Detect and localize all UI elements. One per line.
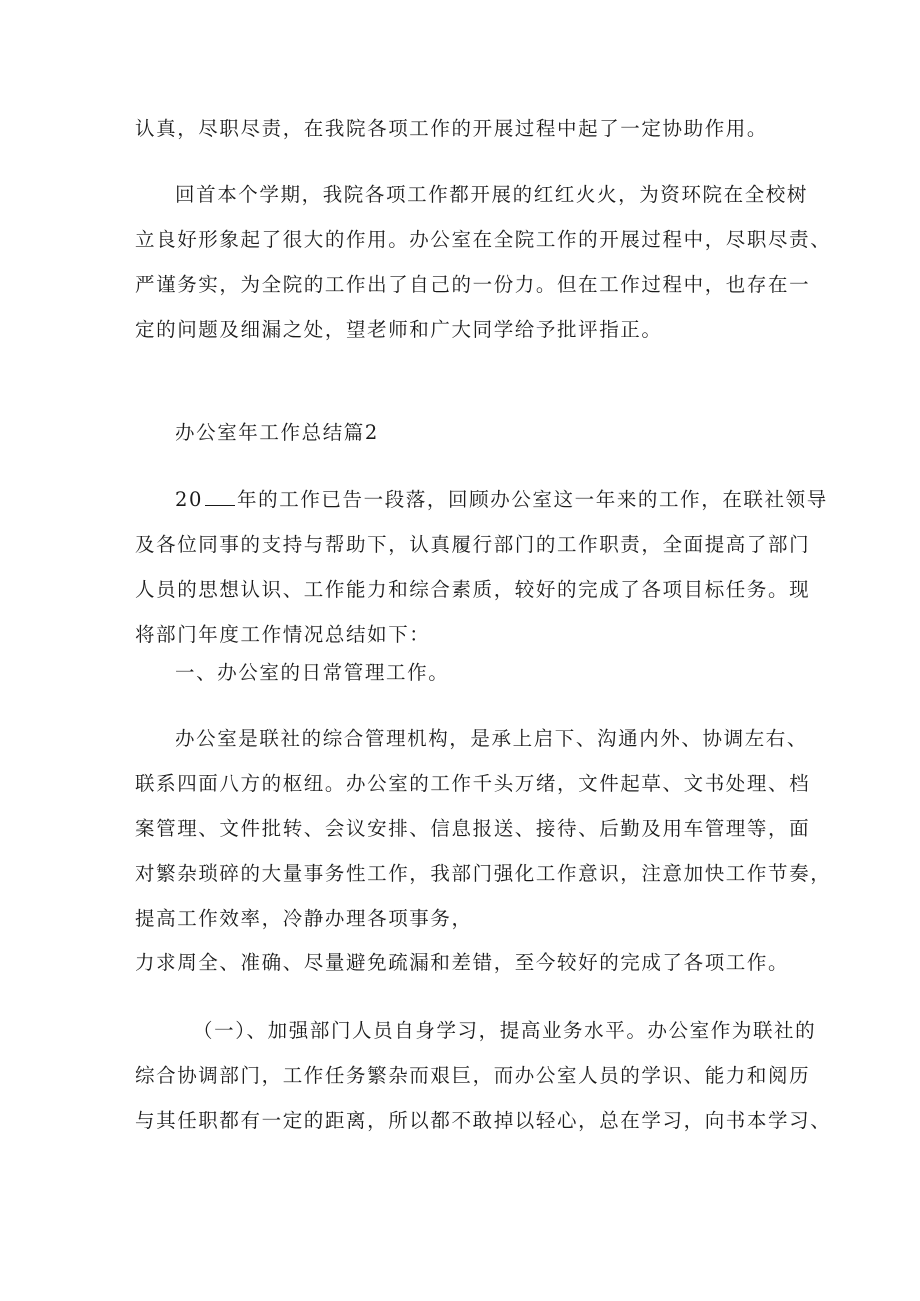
text-line: 定的问题及细漏之处，望老师和广大同学给予批评指正。	[135, 318, 663, 341]
text-line: 案管理、文件批转、会议安排、信息报送、接待、后勤及用车管理等，面	[135, 817, 811, 840]
paragraph-5	[135, 940, 795, 985]
text-line: 严谨务实，为全院的工作出了自己的一份力。但在工作过程中，也存在一	[135, 273, 811, 296]
text-line: 办公室是联社的综合管理机构，是承上启下、沟通内外、协调左右、	[175, 727, 809, 750]
text-line: 与其任职都有一定的距离，所以都不敢掉以轻心，总在学习，向书本学习、	[135, 1109, 832, 1132]
year-prefix: 20	[175, 488, 204, 511]
text-line: 认真，尽职尽责，在我院各项工作的开展过程中起了一定协助作用。	[135, 117, 769, 140]
paragraph-3	[135, 477, 828, 657]
text-line: 对繁杂琐碎的大量事务性工作，我部门强化工作意识，注意加快工作节奏，	[135, 862, 832, 885]
paragraph-1	[135, 106, 795, 151]
text-line: 将部门年度工作情况总结如下：	[135, 623, 431, 646]
text-line: 立良好形象起了很大的作用。办公室在全院工作的开展过程中，尽职尽责、	[135, 228, 832, 251]
paragraph-2	[135, 172, 832, 352]
text-line: （一）、加强部门人员自身学习，提高业务水平。办公室作为联社的	[193, 1019, 817, 1042]
subsection-heading: 一、办公室的日常管理工作。	[175, 661, 450, 684]
text-line	[135, 477, 828, 522]
text-line: 综合协调部门，工作任务繁杂而艰巨，而办公室人员的学识、能力和阅历	[135, 1064, 811, 1087]
text-line: 力求周全、准确、尽量避免疏漏和差错，至今较好的完成了各项工作。	[135, 951, 790, 974]
text-line: 回首本个学期，我院各项工作都开展的红红火火，为资环院在全校树	[175, 183, 809, 206]
text-line: 提高工作效率，冷静办理各项事务，	[135, 907, 473, 930]
paragraph-6	[135, 1008, 832, 1143]
paragraph-4	[135, 716, 832, 941]
first-line-rest: 年的工作已告一段落，回顾办公室这一年来的工作，在联社领导	[237, 488, 828, 511]
text-line: 及各位同事的支持与帮助下，认真履行部门的工作职责，全面提高了部门	[135, 533, 811, 556]
text-line: 联系四面八方的枢纽。办公室的工作千头万绪，文件起草、文书处理、档	[135, 772, 811, 795]
section-heading: 办公室年工作总结篇2	[175, 421, 379, 444]
text-line: 人员的思想认识、工作能力和综合素质，较好的完成了各项目标任务。现	[135, 578, 811, 601]
year-blank	[205, 487, 235, 506]
